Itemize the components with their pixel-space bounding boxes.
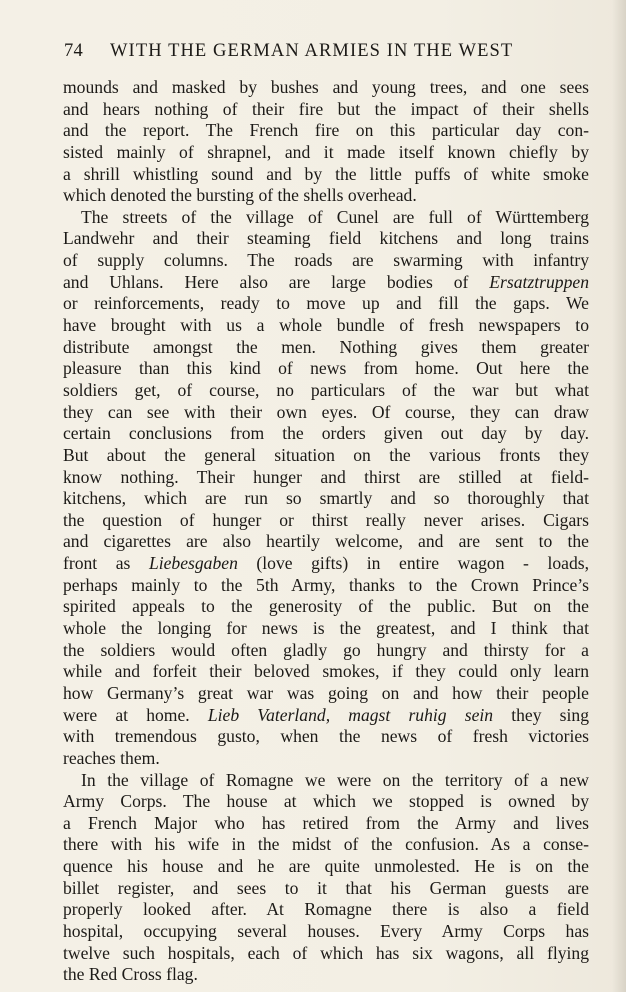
text-segment: and Uhlans. Here also are large bodies of [63, 271, 490, 292]
italic-text: Liebesgaben [148, 553, 238, 574]
text-segment: they sing [493, 704, 589, 725]
text-line [63, 120, 589, 142]
text-segment: how Germany’s great war was going on and how their people [63, 682, 589, 703]
text-line [63, 661, 589, 683]
text-line [63, 402, 589, 424]
text-segment: distribute amongst the men. Nothing gives them greater [63, 336, 589, 357]
text-segment: (love gifts) in entire wagon - loads, [237, 553, 589, 574]
text-line [63, 510, 589, 532]
text-line [63, 618, 589, 640]
text-segment: of supply columns. The roads are swarming with infantry [63, 250, 589, 271]
text-segment: perhaps mainly to the 5th Army, thanks to the Crown Prince’s [63, 574, 589, 595]
text-line [63, 878, 589, 900]
text-segment: In the village of Romagne we were on the territory of a new [81, 769, 589, 790]
text-line [63, 250, 589, 272]
text-line [63, 272, 589, 294]
text-segment: kitchens, which are run so smartly and so thoroughly that [63, 488, 589, 509]
text-line [63, 921, 589, 943]
running-title: WITH THE GERMAN ARMIES IN THE WEST [110, 41, 514, 61]
text-segment: quence his house and he are quite unmolested. He is on the [63, 856, 589, 877]
italic-text: Ersatztruppen [489, 271, 589, 292]
text-segment: Army Corps. The house at which we stopped is owned by [63, 791, 589, 812]
text-line [63, 142, 589, 164]
text-segment: the question of hunger or thirst really never arises. Cigars [63, 509, 589, 530]
text-segment: while and forfeit their beloved smokes, if they could only learn [63, 661, 589, 682]
text-line [63, 596, 589, 618]
text-line [63, 813, 589, 835]
text-segment: were at home. [63, 704, 208, 725]
text-segment: spirited appeals to the generosity of the public. But on the [63, 596, 589, 617]
text-line [63, 726, 589, 748]
text-line [63, 445, 589, 467]
text-line [63, 683, 589, 705]
text-line [63, 899, 589, 921]
text-line [63, 358, 589, 380]
text-line [63, 207, 589, 229]
page-edge-shadow [612, 0, 626, 992]
text-segment: twelve such hospitals, each of which has six wagons, all flying [63, 942, 589, 963]
text-line [63, 575, 589, 597]
text-segment: But about the general situation on the various fronts they [63, 444, 589, 465]
text-segment: The streets of the village of Cunel are full of Württemberg [81, 206, 589, 227]
text-line [63, 423, 589, 445]
text-segment: know nothing. Their hunger and thirst are stilled at field- [63, 466, 589, 487]
text-segment: the Red Cross flag. [63, 964, 198, 985]
text-line [63, 943, 589, 965]
text-segment: have brought with us a whole bundle of fresh newspapers to [63, 315, 589, 336]
text-segment: properly looked after. At Romagne there is also a field [63, 899, 589, 920]
text-segment: billet register, and sees to it that his German guests are [63, 877, 589, 898]
text-segment: reaches them. [63, 747, 160, 768]
text-line [63, 185, 589, 207]
text-line [63, 705, 589, 727]
text-line [63, 748, 589, 770]
text-segment: and the report. The French fire on this particular day con- [63, 120, 589, 141]
text-segment: hospital, occupying several houses. Every Army Corps has [63, 920, 589, 941]
text-line [63, 77, 589, 99]
text-line [63, 293, 589, 315]
text-line [63, 791, 589, 813]
text-segment: and cigarettes are also heartily welcome, and are sent to the [63, 531, 589, 552]
text-line [63, 380, 589, 402]
text-line [63, 553, 589, 575]
text-line [63, 964, 589, 986]
text-segment: sisted mainly of shrapnel, and it made itself known chiefly by [63, 141, 589, 162]
text-segment: they can see with their own eyes. Of course, they can draw [63, 401, 589, 422]
text-segment: front as [63, 553, 149, 574]
text-segment: the soldiers would often gladly go hungry and thirsty for a [63, 639, 589, 660]
text-segment: soldiers get, of course, no particulars of the war but what [63, 379, 589, 400]
text-line [63, 856, 589, 878]
text-line [63, 164, 589, 186]
text-line [63, 488, 589, 510]
text-line [63, 467, 589, 489]
text-line [63, 531, 589, 553]
text-segment: and hears nothing of their fire but the impact of their shells [63, 98, 589, 119]
italic-text: Lieb Vaterland, magst ruhig sein [207, 704, 494, 725]
text-line [63, 640, 589, 662]
text-line [63, 337, 589, 359]
text-line [63, 228, 589, 250]
text-segment: with tremendous gusto, when the news of fresh victories [63, 726, 589, 747]
text-segment: or reinforcements, ready to move up and fill the gaps. We [63, 293, 589, 314]
text-segment: whole the longing for news is the greatest, and I think that [63, 618, 589, 639]
text-line [63, 770, 589, 792]
text-line [63, 315, 589, 337]
running-head [64, 40, 560, 62]
text-segment: a French Major who has retired from the Army and lives [63, 812, 589, 833]
text-line [63, 99, 589, 121]
page-number: 74 [64, 41, 83, 61]
text-segment: Landwehr and their steaming field kitchens and long trains [63, 228, 589, 249]
text-segment: certain conclusions from the orders given out day by day. [63, 423, 589, 444]
text-segment: there with his wife in the midst of the confusion. As a conse- [63, 834, 589, 855]
text-segment: which denoted the bursting of the shells overhead. [63, 185, 417, 206]
text-segment: mounds and masked by bushes and young trees, and one sees [63, 77, 589, 97]
text-line [63, 834, 589, 856]
text-segment: pleasure than this kind of news from home. Out here the [63, 358, 589, 379]
body-text [63, 77, 589, 986]
text-segment: a shrill whistling sound and by the little puffs of white smoke [63, 163, 589, 184]
